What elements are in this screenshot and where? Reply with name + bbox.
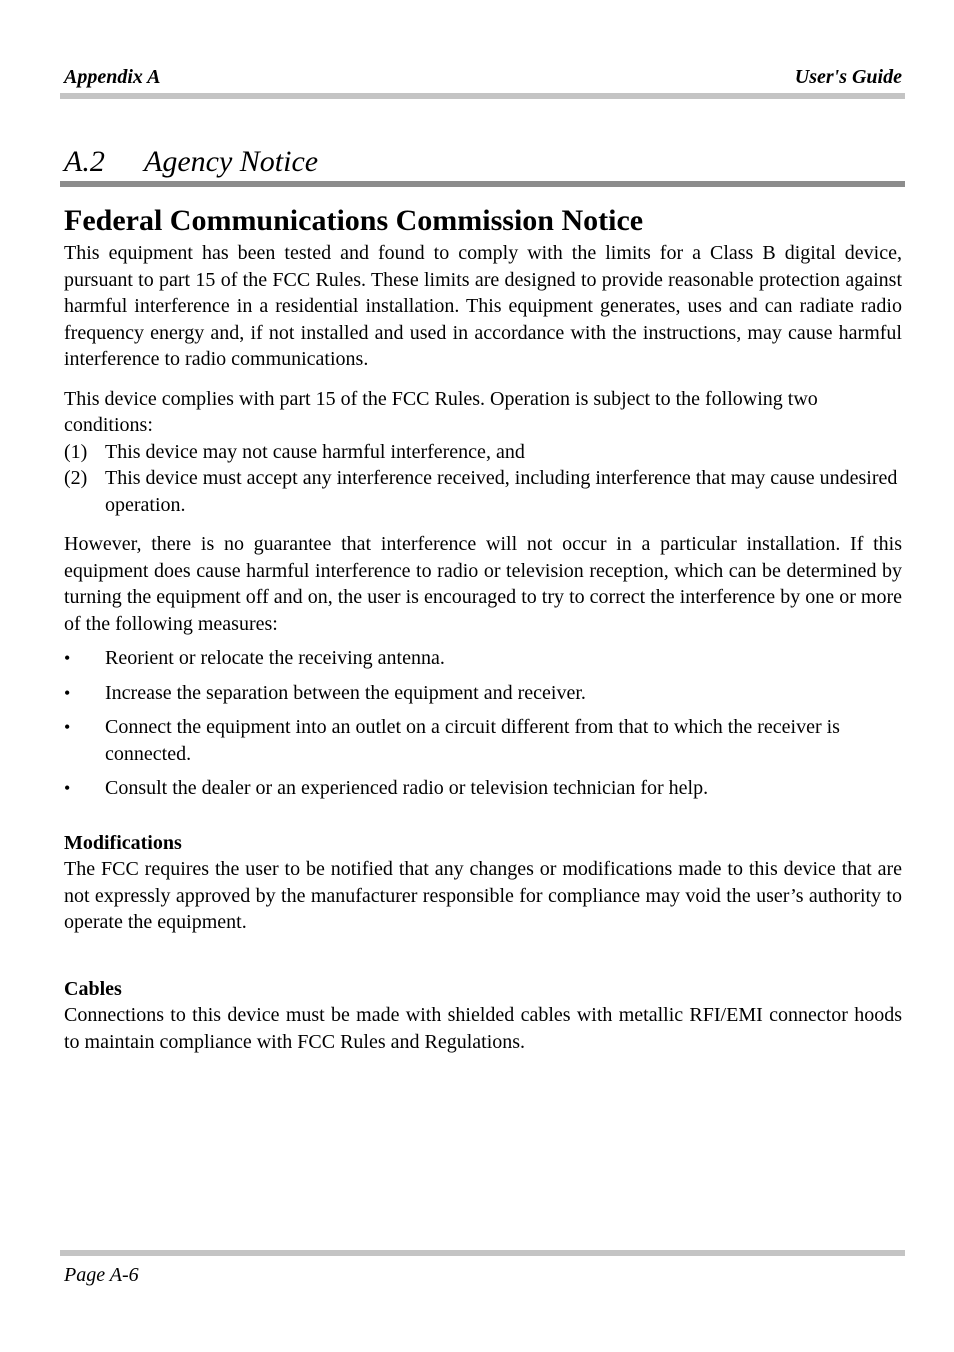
list-item <box>64 680 902 707</box>
cables-heading: Cables <box>64 977 122 1000</box>
bullet-icon: • <box>64 778 71 798</box>
bullet-icon: • <box>64 717 71 737</box>
list-item <box>64 714 902 767</box>
notice-title: Federal Communications Commission Notice <box>64 204 644 237</box>
list-item-text: This device may not cause harmful interference, and <box>105 440 525 463</box>
list-item-number: (1) <box>64 440 88 463</box>
footer-rule <box>60 1250 905 1256</box>
list-item-number: (2) <box>64 467 88 489</box>
bullet-icon: • <box>64 682 71 703</box>
fcc-paragraph-2: This device complies with part 15 of the FCC Rules. Operation is subject to the following two conditions: <box>64 387 818 436</box>
page-number: Page A-6 <box>64 1264 139 1286</box>
section-heading <box>64 144 318 180</box>
list-item-text: Consult the dealer or an experienced radio or television technician for help. <box>105 777 709 799</box>
header-rule <box>60 93 905 99</box>
header-guide-title: User's Guide <box>794 66 902 88</box>
list-item-text: Connect the equipment into an outlet on a circuit different from that to which the receiver is connected. <box>105 716 840 765</box>
modifications-heading: Modifications <box>64 831 182 854</box>
section-number: A.2 <box>64 145 105 178</box>
modifications-text: The FCC requires the user to be notified that any changes or modifications made to this device that are not expressly approved by the manufacturer responsible for compliance may void the user’s authority to operate the equipment. <box>64 858 902 933</box>
list-item-text: Reorient or relocate the receiving antenna. <box>105 647 445 669</box>
list-item-text: Increase the separation between the equipment and receiver. <box>105 681 586 704</box>
list-item <box>64 439 902 466</box>
cables-text: Connections to this device must be made with shielded cables with metallic RFI/EMI connector hoods to maintain compliance with FCC Rules and Regulations. <box>64 1004 902 1053</box>
fcc-paragraph-3: However, there is no guarantee that interference will not occur in a particular installation. If this equipment does cause harmful interference to radio or television reception, which can be determined by turning the equipment off and on, the user is encouraged to try to correct the interference by one or more of the following measures: <box>64 533 902 635</box>
section-title: Agency Notice <box>144 145 319 178</box>
page-body <box>64 202 902 1055</box>
list-item <box>64 775 902 802</box>
bullet-icon: • <box>64 648 71 668</box>
list-item-text: This device must accept any interference received, including interference that may cause undesired operation. <box>105 467 898 516</box>
conditions-list <box>64 439 902 519</box>
measures-list <box>64 645 902 802</box>
header-chapter: Appendix A <box>64 66 161 88</box>
page-header <box>64 64 902 90</box>
section-rule <box>60 181 905 187</box>
list-item <box>64 465 902 518</box>
fcc-paragraph-1: This equipment has been tested and found to comply with the limits for a Class B digital device, pursuant to part 15 of the FCC Rules. These limits are designed to provide reasonable protection against harmful interference in a residential installation. This equipment generates, uses and can radiate radio frequency energy and, if not installed and used in accordance with the instructions, may cause harmful interference to radio communications. <box>64 242 902 370</box>
list-item <box>64 645 902 672</box>
